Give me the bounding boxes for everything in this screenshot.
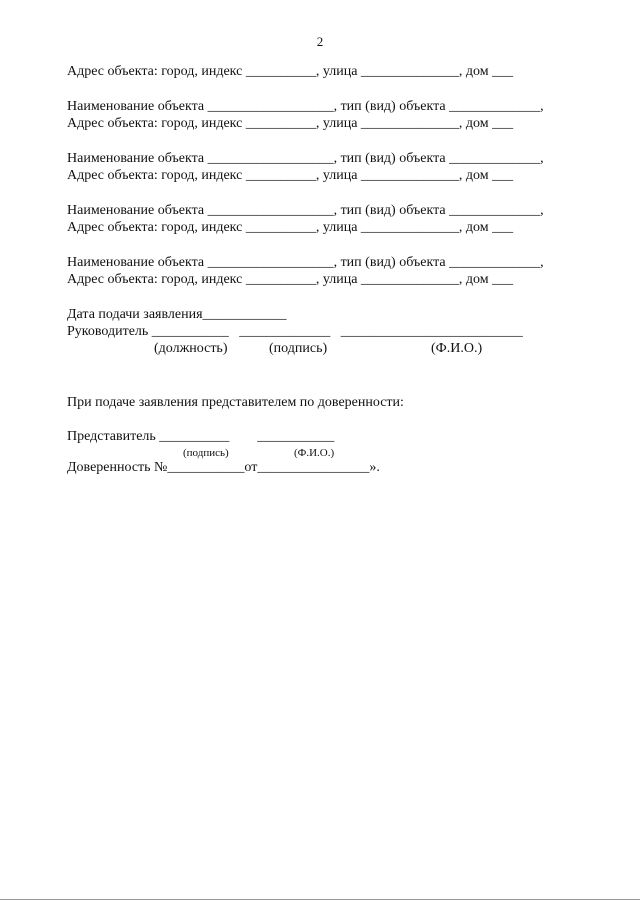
representative-signature-line: Представитель __________ ___________ — [67, 429, 335, 444]
object-name-line: Наименование объекта __________________, тип (вид) объекта _____________, — [67, 203, 544, 218]
representative-heading: При подаче заявления представителем по доверенности: — [67, 395, 404, 410]
page-number: 2 — [316, 34, 324, 49]
head-signature-line: Руководитель ___________ _____________ __________________________ — [67, 324, 523, 339]
caption-position: (должность) — [154, 341, 228, 356]
object-address-line: Адрес объекта: город, индекс __________, улица ______________, дом ___ — [67, 64, 514, 79]
caption-signature: (подпись) — [269, 341, 328, 356]
object-address-line: Адрес объекта: город, индекс __________, улица ______________, дом ___ — [67, 168, 514, 183]
power-of-attorney-line: Доверенность №___________от________________». — [67, 460, 380, 475]
bottom-edge-rule — [0, 899, 640, 900]
object-name-line: Наименование объекта __________________, тип (вид) объекта _____________, — [67, 255, 544, 270]
object-address-line: Адрес объекта: город, индекс __________, улица ______________, дом ___ — [67, 116, 514, 131]
object-name-line: Наименование объекта __________________, тип (вид) объекта _____________, — [67, 99, 544, 114]
submission-date-line: Дата подачи заявления____________ — [67, 307, 287, 322]
representative-caption-signature: (подпись) — [183, 447, 229, 459]
representative-caption-full-name: (Ф.И.О.) — [294, 447, 335, 459]
object-name-line: Наименование объекта __________________, тип (вид) объекта _____________, — [67, 151, 544, 166]
object-address-line: Адрес объекта: город, индекс __________, улица ______________, дом ___ — [67, 220, 514, 235]
caption-full-name: (Ф.И.О.) — [431, 341, 483, 356]
object-address-line: Адрес объекта: город, индекс __________, улица ______________, дом ___ — [67, 272, 514, 287]
